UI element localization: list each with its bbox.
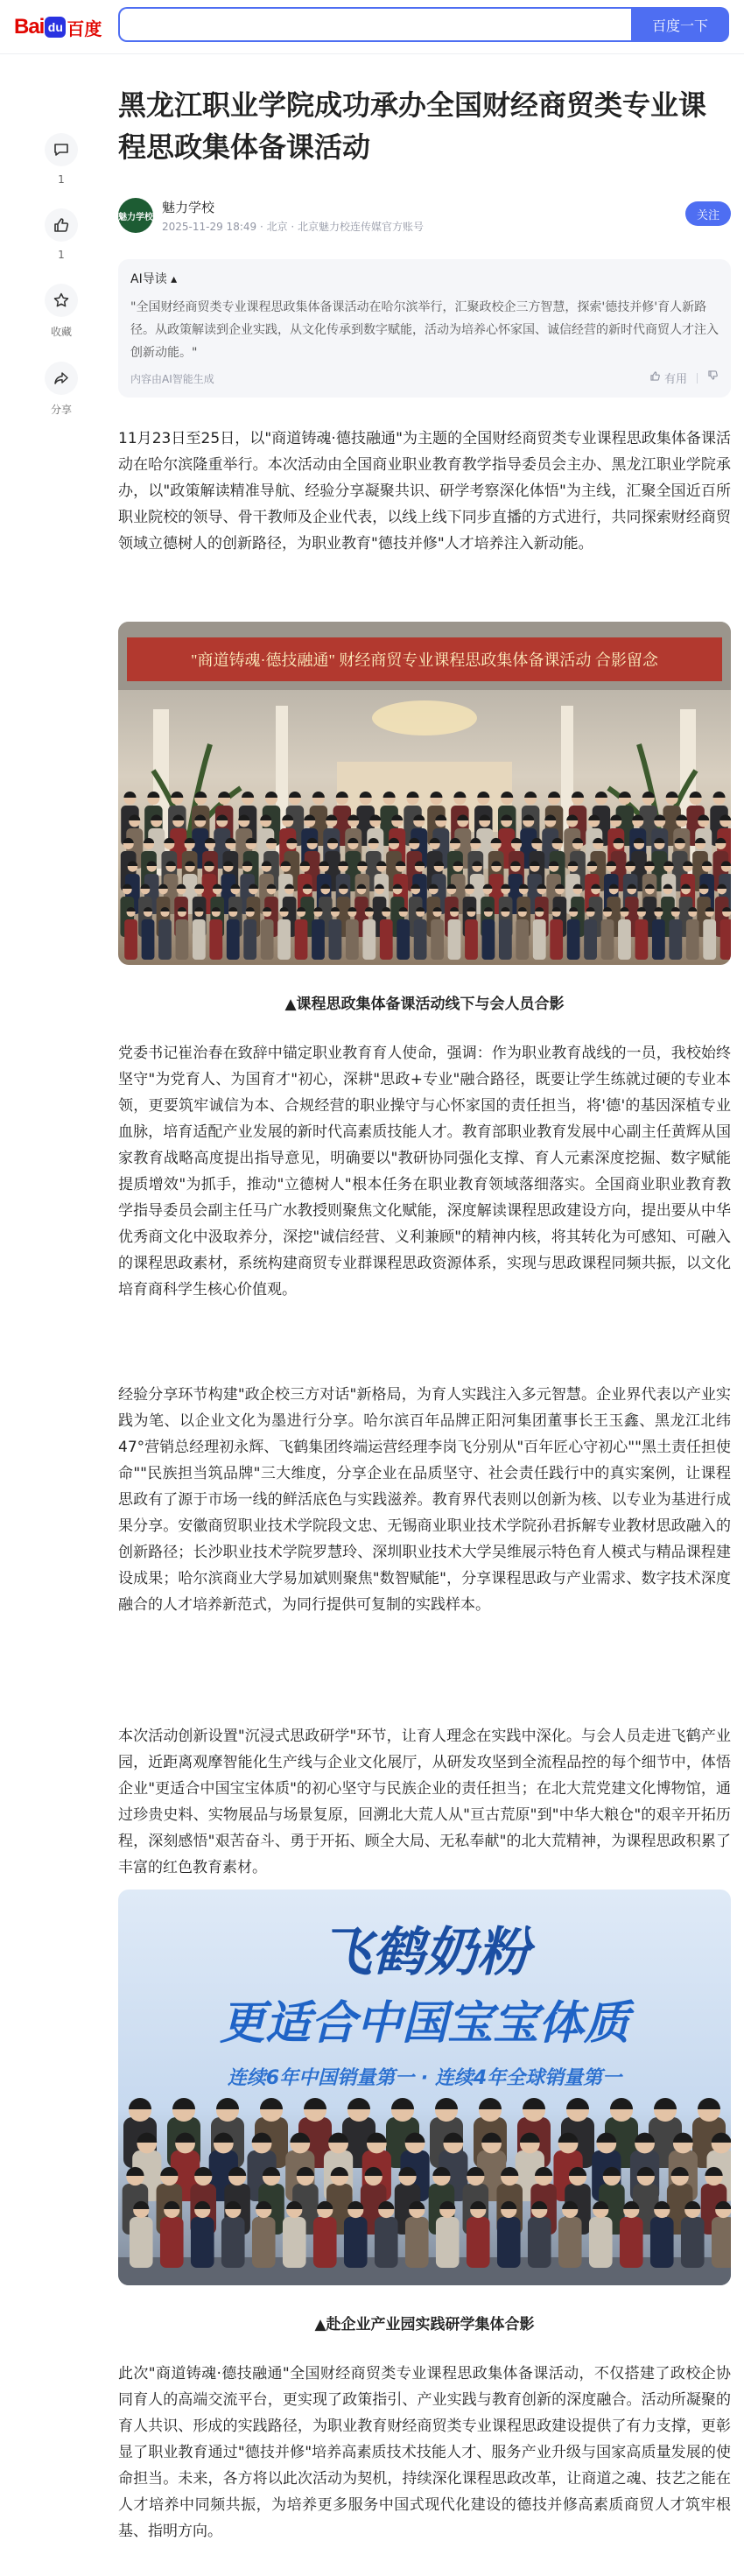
person-body	[221, 2217, 245, 2268]
thumbs-down-button[interactable]	[707, 370, 719, 384]
person-body	[448, 919, 461, 960]
article-paragraph: 本次活动创新设置"沉浸式思政研学"环节，让育人理念在实践中深化。与会人员走进飞鹤产业园，近距离观摩智能化生产线与企业文化展厅，从研发攻坚到全流程品控的每个细节中，体悟企业"更适合中国宝宝体质"的初心坚守与民族企业的责任担当；在北大荒党建文化博物馆，通过珍贵史料、实物展品与场景复原，回溯北大荒人从"亘古荒原"到"中华大粮仓"的艰辛开拓历程，深刻感悟"艰苦奋斗、勇于开拓、顾全大局、无私奉献"的北大荒精神，为课程思政积累了丰富的红色教育素材。	[118, 1728, 731, 1876]
person-body	[567, 919, 580, 960]
person-body	[635, 919, 649, 960]
person-body	[414, 919, 427, 960]
person-body	[243, 919, 256, 960]
person-body	[499, 919, 512, 960]
search-button[interactable]: 百度一下	[631, 7, 729, 42]
person-body	[209, 919, 222, 960]
thumbs-down-icon	[707, 370, 719, 381]
useful-label: 有用	[663, 373, 687, 386]
person-body	[160, 2217, 184, 2268]
person-body	[467, 2217, 490, 2268]
divider	[697, 373, 698, 384]
top-navigation-bar	[0, 0, 744, 54]
logo-text-right: 百度	[67, 19, 102, 39]
person-body	[362, 919, 376, 960]
group-photo-1-image	[118, 622, 731, 965]
person-body	[558, 2217, 582, 2268]
person-body	[344, 2217, 368, 2268]
person-body	[703, 919, 716, 960]
person-body	[681, 2217, 705, 2268]
side-action-rail	[40, 133, 82, 440]
person-body	[620, 2217, 643, 2268]
person-body	[686, 919, 699, 960]
person-body	[652, 919, 665, 960]
publish-meta: 2025-11-29 18:49 · 北京 · 北京魅力校连传媒官方账号	[162, 221, 425, 233]
ai-summary-footer: 内容由AI智能生成	[130, 373, 214, 385]
like-count: 1	[58, 249, 65, 261]
baidu-logo[interactable]	[14, 12, 102, 42]
article-title: 黑龙江职业学院成功承办全国财经商贸类专业课程思政集体备课活动	[118, 88, 707, 164]
person-body	[329, 919, 342, 960]
photo-caption: ▲课程思政集体备课活动线下与会人员合影	[284, 996, 565, 1013]
person-body	[283, 2217, 306, 2268]
person-body	[346, 919, 359, 960]
person-body	[158, 919, 172, 960]
person-body	[380, 919, 393, 960]
person-body	[584, 919, 597, 960]
useful-button[interactable]	[649, 370, 687, 386]
person-body	[601, 919, 614, 960]
person-body	[516, 919, 529, 960]
person-body	[436, 2217, 460, 2268]
wall-slogan-text: 更适合中国宝宝体质	[219, 1997, 630, 2050]
thumbs-up-icon	[45, 208, 78, 242]
person-body	[465, 919, 478, 960]
author-name[interactable]: 魅力学校	[162, 200, 215, 215]
person-body	[650, 2217, 674, 2268]
article-paragraph: 11月23日至25日，以"商道铸魂·德技融通"为主题的全国财经商贸类专业课程思政集体备课活动在哈尔滨隆重举行。本次活动由全国商业职业教育教学指导委员会主办、黑龙江职业学院承办，以"政策解读精准导航、经验分享凝聚共识、研学考察深化体悟"为主线，汇聚全国近百所职业院校的领导、骨干教师及企业代表，以线上线下同步直播的方式进行，共同探索财经商贸领域立德树人的创新路径，为职业教育"德技并修"人才培养注入新动能。	[118, 430, 731, 553]
avatar[interactable]: 魅力学校	[118, 198, 153, 233]
ai-summary-text: "全国财经商贸类专业课程思政集体备课活动在哈尔滨举行，汇聚政校企三方智慧，探索'德技并修'育人新路径。从政策解读到企业实践，从文化传承到数字赋能，活动为培养心怀家国、诚信经营的新时代商贸人才注入创新动能。"	[130, 300, 719, 360]
person-body	[497, 2217, 521, 2268]
comment-icon	[45, 133, 78, 166]
article-paragraph: 党委书记崔治春在致辞中锚定职业教育育人使命，强调：作为职业教育战线的一员，我校始终坚守"为党育人、为国育才"初心，深耕"思政+专业"融合路径，既要让学生练就过硬的专业本领，更要筑牢诚信为本、合规经营的职业操守与心怀家国的责任担当，将'德'的基因深植专业血脉，培育适配产业发展的新时代高素质技能人才。教育部职业教育发展中心副主任黄辉从国家教育战略高度提出指导意见，明确要以"教研协同强化支撑、育人元素深度挖掘、数字赋能提质增效"为抓手，推动"立德树人"根本任务在职业教育领域落细落实。全国商业职业教育教学指导委员会副主任马广水教授则聚焦文化赋能，深度解读课程思政建设方向，提出要从中华优秀商文化中汲取养分，深挖"诚信经营、义利兼顾"的精神内核，将其转化为可感知、可融入的课程思政素材，系统构建商贸专业群课程思政资源体系，实现与思政课程同频共振，以文化培育商科学生核心价值观。	[118, 1045, 731, 1299]
person-body	[313, 2217, 337, 2268]
search-input[interactable]	[118, 7, 631, 42]
person-body	[193, 919, 206, 960]
person-body	[397, 919, 410, 960]
person-body	[295, 919, 308, 960]
comment-count: 1	[58, 173, 65, 186]
person-body	[124, 919, 137, 960]
person-body	[618, 919, 631, 960]
person-body	[550, 919, 563, 960]
person-body	[528, 2217, 551, 2268]
article-paragraph: 经验分享环节构建"政企校三方对话"新格局，为育人实践注入多元智慧。企业界代表以产业实践为笔、以企业文化为墨进行分享。哈尔滨百年品牌正阳河集团董事长王玉鑫、黑龙江北纬47°营销总经理初永辉、飞鹤集团终端运营经理李岗飞分别从"百年匠心守初心""黑土责任担使命""民族担当筑品牌"三大维度，分享企业在品质坚守、社会责任践行中的真实案例，让课程思政有了源于市场一线的鲜活底色与实践滋养。教育界代表则以创新为核、以专业为基进行成果分享。安徽商贸职业技术学院段文忠、无锡商业职业技术学院孙君拆解专业教材思政融入的创新路径；长沙职业技术学院罗慧玲、深圳职业技术大学吴维展示特色育人模式与精品课程建设成果；哈尔滨商业大学易加斌则聚焦"数智赋能"，分享课程思政与产业需求、数字技术深度融合的人才培养新范式，为同行提供可复制的实践样本。	[118, 1386, 731, 1614]
person-body	[142, 919, 155, 960]
person-body	[482, 919, 495, 960]
article-paragraph: 此次"商道铸魂·德技融通"全国财经商贸类专业课程思政集体备课活动，不仅搭建了政校企协同育人的高端交流平台，更实现了政策指引、产业实践与教育创新的深度融合。活动所凝聚的育人共识、形成的实践路径，为职业教育财经商贸类专业课程思政建设提供了有力支撑，更彰显了职业教育通过"德技并修"培养高素质技术技能人才、服务产业升级与国家高质量发展的使命担当。未来，各方将以此次活动为契机，持续深化课程思政改革，让商道之魂、技艺之能在人才培养中同频共振，为培养更多服务中国式现代化建设的德技并修高素质商贸人才筑牢根基、指明方向。	[118, 2365, 731, 2540]
group-photo-2[interactable]	[118, 1890, 731, 2285]
favorite-button[interactable]	[40, 284, 82, 339]
follow-button[interactable]: 关注	[685, 201, 731, 226]
person-body	[720, 919, 731, 960]
star-icon	[45, 284, 78, 317]
wall-title-text: 飞鹤奶粉	[319, 1922, 530, 1983]
person-body	[261, 919, 274, 960]
logo-text-left: Bai	[14, 15, 45, 39]
person-body	[375, 2217, 398, 2268]
favorite-label: 收藏	[50, 326, 72, 338]
person-body	[431, 919, 444, 960]
person-body	[176, 919, 189, 960]
person-body	[669, 919, 682, 960]
person-body	[312, 919, 325, 960]
person-body	[227, 919, 240, 960]
paw-icon: du	[45, 17, 66, 38]
author-info	[118, 196, 731, 238]
person-body	[252, 2217, 276, 2268]
ai-summary-box	[118, 259, 731, 398]
wall-subtitle-text: 连续6年中国销量第一 · 连续4年全球销量第一	[227, 2067, 622, 2089]
person-body	[589, 2217, 613, 2268]
ai-summary-title[interactable]: AI导读 ▴	[130, 272, 178, 286]
thumbs-up-small-icon	[649, 370, 661, 385]
person-body	[130, 2217, 153, 2268]
share-button[interactable]	[40, 362, 82, 417]
share-label: 分享	[50, 404, 72, 416]
like-button[interactable]	[40, 208, 82, 261]
group-photo-2-image	[118, 1890, 731, 2285]
share-icon	[45, 362, 78, 395]
person-body	[533, 919, 546, 960]
person-body	[405, 2217, 429, 2268]
person-body	[277, 919, 291, 960]
photo-caption: ▲赴企业产业园实践研学集体合影	[314, 2316, 535, 2333]
person-body	[712, 2217, 731, 2268]
person-body	[191, 2217, 214, 2268]
photo-banner-text: "商道铸魂·德技融通" 财经商贸专业课程思政集体备课活动 合影留念	[191, 651, 658, 669]
comment-button[interactable]	[40, 133, 82, 186]
group-photo-1[interactable]	[118, 622, 731, 965]
